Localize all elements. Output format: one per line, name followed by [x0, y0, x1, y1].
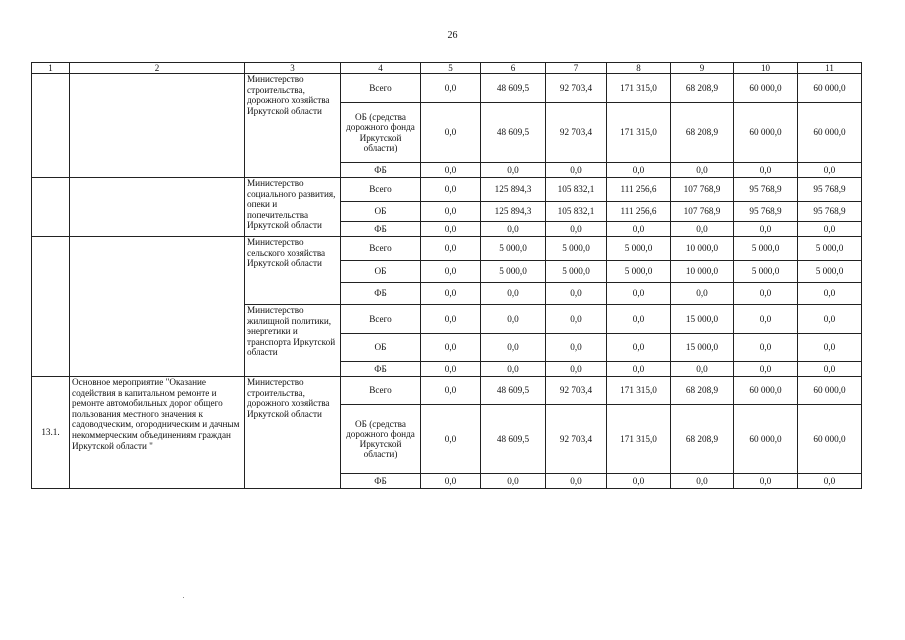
amount-cell: 0,0: [421, 237, 481, 261]
amount-cell: 92 703,4: [546, 405, 607, 474]
column-number-header: 1: [32, 63, 70, 74]
table-row: [32, 74, 862, 103]
column-number-row: [32, 63, 862, 74]
measure-name-cell: [70, 178, 245, 237]
amount-cell: 5 000,0: [734, 261, 798, 283]
amount-cell: 5 000,0: [798, 261, 862, 283]
amount-cell: 60 000,0: [798, 74, 862, 103]
amount-cell: 0,0: [481, 222, 546, 237]
amount-cell: 0,0: [421, 362, 481, 377]
amount-cell: 0,0: [671, 222, 734, 237]
amount-cell: 0,0: [421, 334, 481, 362]
amount-cell: 0,0: [421, 222, 481, 237]
amount-cell: 0,0: [546, 283, 607, 305]
amount-cell: 48 609,5: [481, 405, 546, 474]
amount-cell: 0,0: [421, 103, 481, 163]
amount-cell: 0,0: [481, 362, 546, 377]
amount-cell: 0,0: [481, 283, 546, 305]
executor-cell: Министерство социального развития, опеки и попечительства Иркутской области: [245, 178, 341, 237]
funding-source-cell: ОБ (средства дорожного фонда Иркутской области): [341, 103, 421, 163]
amount-cell: 0,0: [421, 377, 481, 405]
column-number-header: 8: [607, 63, 671, 74]
amount-cell: 171 315,0: [607, 103, 671, 163]
amount-cell: 0,0: [671, 283, 734, 305]
page-number: 26: [447, 30, 458, 41]
amount-cell: 0,0: [607, 283, 671, 305]
funding-source-cell: ОБ: [341, 261, 421, 283]
amount-cell: 60 000,0: [734, 405, 798, 474]
item-code-cell: [32, 178, 70, 237]
column-number-header: 3: [245, 63, 341, 74]
amount-cell: 0,0: [798, 163, 862, 178]
funding-source-cell: Всего: [341, 237, 421, 261]
amount-cell: 5 000,0: [798, 237, 862, 261]
amount-cell: 0,0: [734, 283, 798, 305]
amount-cell: 15 000,0: [671, 334, 734, 362]
table-row: [32, 178, 862, 202]
funding-source-cell: ФБ: [341, 163, 421, 178]
amount-cell: 68 208,9: [671, 377, 734, 405]
amount-cell: 0,0: [421, 283, 481, 305]
amount-cell: 5 000,0: [607, 237, 671, 261]
scan-speck: [183, 597, 184, 598]
column-number-header: 9: [671, 63, 734, 74]
amount-cell: 0,0: [607, 163, 671, 178]
amount-cell: 5 000,0: [481, 261, 546, 283]
column-number-header: 10: [734, 63, 798, 74]
funding-source-cell: ОБ: [341, 334, 421, 362]
amount-cell: 95 768,9: [734, 178, 798, 202]
amount-cell: 68 208,9: [671, 405, 734, 474]
executor-cell: Министерство сельского хозяйства Иркутской области: [245, 237, 341, 305]
budget-table: [31, 62, 862, 489]
amount-cell: 0,0: [607, 305, 671, 334]
executor-cell: Министерство строительства, дорожного хозяйства Иркутской области: [245, 377, 341, 489]
amount-cell: 0,0: [481, 334, 546, 362]
amount-cell: 0,0: [671, 163, 734, 178]
amount-cell: 60 000,0: [798, 405, 862, 474]
executor-cell: Министерство жилищной политики, энергетики и транспорта Иркутской области: [245, 305, 341, 377]
amount-cell: 95 768,9: [798, 178, 862, 202]
amount-cell: 0,0: [421, 202, 481, 222]
amount-cell: 0,0: [671, 474, 734, 489]
column-number-header: 5: [421, 63, 481, 74]
executor-cell: Министерство строительства, дорожного хозяйства Иркутской области: [245, 74, 341, 178]
amount-cell: 171 315,0: [607, 377, 671, 405]
amount-cell: 0,0: [481, 474, 546, 489]
amount-cell: 60 000,0: [734, 103, 798, 163]
funding-source-cell: ФБ: [341, 362, 421, 377]
funding-source-cell: ФБ: [341, 474, 421, 489]
funding-source-cell: ФБ: [341, 222, 421, 237]
amount-cell: 95 768,9: [798, 202, 862, 222]
amount-cell: 0,0: [421, 178, 481, 202]
amount-cell: 0,0: [734, 163, 798, 178]
item-code-cell: [32, 74, 70, 178]
amount-cell: 0,0: [798, 222, 862, 237]
amount-cell: 125 894,3: [481, 178, 546, 202]
amount-cell: 60 000,0: [734, 377, 798, 405]
funding-source-cell: Всего: [341, 377, 421, 405]
amount-cell: 0,0: [671, 362, 734, 377]
amount-cell: 111 256,6: [607, 178, 671, 202]
amount-cell: 0,0: [421, 405, 481, 474]
measure-name-cell: [70, 237, 245, 377]
amount-cell: 0,0: [421, 163, 481, 178]
amount-cell: 0,0: [546, 305, 607, 334]
amount-cell: 171 315,0: [607, 405, 671, 474]
funding-source-cell: Всего: [341, 178, 421, 202]
amount-cell: 60 000,0: [798, 103, 862, 163]
amount-cell: 111 256,6: [607, 202, 671, 222]
funding-source-cell: Всего: [341, 305, 421, 334]
amount-cell: 0,0: [421, 305, 481, 334]
amount-cell: 0,0: [798, 362, 862, 377]
amount-cell: 5 000,0: [607, 261, 671, 283]
amount-cell: 92 703,4: [546, 103, 607, 163]
amount-cell: 92 703,4: [546, 377, 607, 405]
amount-cell: 105 832,1: [546, 178, 607, 202]
funding-source-cell: ФБ: [341, 283, 421, 305]
amount-cell: 0,0: [798, 305, 862, 334]
column-number-header: 7: [546, 63, 607, 74]
amount-cell: 92 703,4: [546, 74, 607, 103]
amount-cell: 0,0: [607, 474, 671, 489]
measure-name-cell: Основное мероприятие "Оказание содействия в капитальном ремонте и ремонте автомобильных дорог общего пользования местного значения к садоводческим, огородническим и дачным некоммерческим объединениям граждан Иркутской области ": [70, 377, 245, 489]
amount-cell: 68 208,9: [671, 103, 734, 163]
amount-cell: 0,0: [798, 334, 862, 362]
amount-cell: 0,0: [607, 334, 671, 362]
amount-cell: 0,0: [546, 222, 607, 237]
amount-cell: 0,0: [798, 474, 862, 489]
column-number-header: 6: [481, 63, 546, 74]
amount-cell: 5 000,0: [546, 237, 607, 261]
amount-cell: 0,0: [481, 163, 546, 178]
table-row: [32, 377, 862, 405]
amount-cell: 48 609,5: [481, 103, 546, 163]
amount-cell: 10 000,0: [671, 261, 734, 283]
amount-cell: 0,0: [607, 222, 671, 237]
amount-cell: 60 000,0: [734, 74, 798, 103]
amount-cell: 95 768,9: [734, 202, 798, 222]
item-code-cell: 13.1.: [32, 377, 70, 489]
amount-cell: 0,0: [546, 474, 607, 489]
amount-cell: 0,0: [607, 362, 671, 377]
amount-cell: 0,0: [734, 305, 798, 334]
measure-name-cell: [70, 74, 245, 178]
amount-cell: 5 000,0: [734, 237, 798, 261]
amount-cell: 5 000,0: [481, 237, 546, 261]
column-number-header: 2: [70, 63, 245, 74]
amount-cell: 107 768,9: [671, 178, 734, 202]
funding-source-cell: Всего: [341, 74, 421, 103]
table-row: [32, 237, 862, 261]
amount-cell: 60 000,0: [798, 377, 862, 405]
amount-cell: 0,0: [734, 334, 798, 362]
amount-cell: 0,0: [481, 305, 546, 334]
amount-cell: 0,0: [734, 474, 798, 489]
amount-cell: 0,0: [546, 163, 607, 178]
amount-cell: 0,0: [421, 474, 481, 489]
amount-cell: 0,0: [546, 334, 607, 362]
amount-cell: 48 609,5: [481, 377, 546, 405]
amount-cell: 48 609,5: [481, 74, 546, 103]
amount-cell: 107 768,9: [671, 202, 734, 222]
funding-source-cell: ОБ: [341, 202, 421, 222]
amount-cell: 0,0: [734, 222, 798, 237]
amount-cell: 10 000,0: [671, 237, 734, 261]
amount-cell: 5 000,0: [546, 261, 607, 283]
amount-cell: 105 832,1: [546, 202, 607, 222]
amount-cell: 0,0: [798, 283, 862, 305]
column-number-header: 4: [341, 63, 421, 74]
amount-cell: 0,0: [734, 362, 798, 377]
item-code-cell: [32, 237, 70, 377]
amount-cell: 0,0: [421, 261, 481, 283]
column-number-header: 11: [798, 63, 862, 74]
amount-cell: 0,0: [546, 362, 607, 377]
funding-source-cell: ОБ (средства дорожного фонда Иркутской области): [341, 405, 421, 474]
amount-cell: 15 000,0: [671, 305, 734, 334]
amount-cell: 0,0: [421, 74, 481, 103]
amount-cell: 171 315,0: [607, 74, 671, 103]
amount-cell: 68 208,9: [671, 74, 734, 103]
amount-cell: 125 894,3: [481, 202, 546, 222]
